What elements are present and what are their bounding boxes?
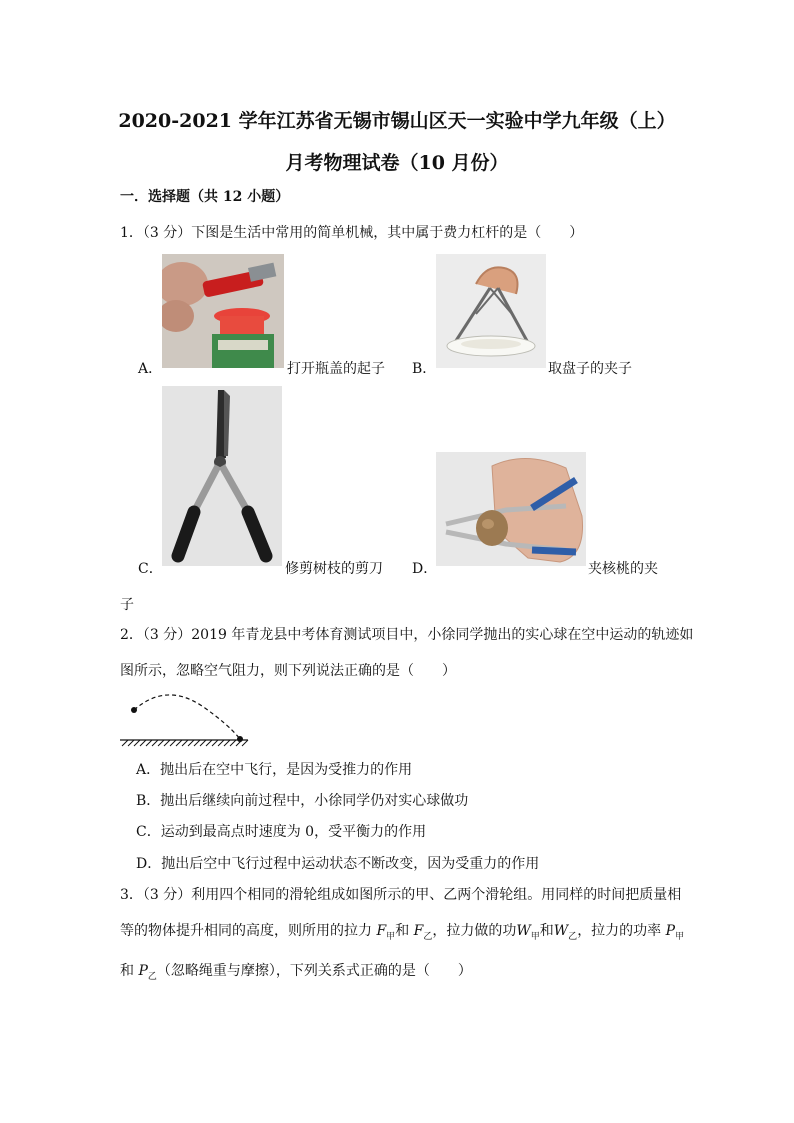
q1-stem: 1．（3 分）下图是生活中常用的简单机械，其中属于费力杠杆的是（ ） [120,225,584,241]
pruning-shears-image [162,386,282,566]
plate-clamp-image [436,254,546,368]
q3-and-1: 和 [395,923,414,939]
trajectory-figure [118,690,250,748]
page-title-line2: 月考物理试卷（10 月份） [285,152,509,174]
q1-option-c-text: 修剪树枝的剪刀 [285,561,383,577]
q3-sub-yi: 乙 [423,931,433,942]
q3-f-symbol-2: F [413,923,424,939]
q1-option-c-letter: C． [138,561,163,577]
q3-w-symbol: W [516,923,531,939]
page-title-line1: 2020-2021 学年江苏省无锡市锡山区天一实验中学九年级（上） [118,110,676,132]
q3-text-d: 和 [120,963,139,979]
q1-option-d-text-wrap: 子 [120,597,134,613]
q1-option-b-text: 取盘子的夹子 [548,361,632,377]
q3-sub-jia-2: 甲 [530,931,540,942]
q3-stem-line3 [120,960,472,982]
q3-p-symbol: P [665,923,676,939]
q2-option-c: C．运动到最高点时速度为 0，受平衡力的作用 [136,824,427,840]
q3-stem-line1: 3．（3 分）利用四个相同的滑轮组成如图所示的甲、乙两个滑轮组。用同样的时间把质量相 [120,887,682,903]
q3-w-symbol-2: W [553,923,569,939]
q2-stem-line1: 2．（3 分）2019 年青龙县中考体育测试项目中，小徐同学抛出的实心球在空中运动的轨迹如 [120,627,694,643]
q3-sub-jia: 甲 [386,931,396,942]
q3-text-c: ，拉力的功率 [577,923,666,939]
q1-option-a-letter: A． [138,361,163,377]
q2-option-a: A．抛出后在空中飞行，是因为受推力的作用 [136,762,413,778]
q1-option-d-text: 夹核桃的夹 [588,561,658,577]
q3-text-e: （忽略绳重与摩擦），下列关系式正确的是（ ） [156,963,472,979]
q3-text-b: ，拉力做的功 [432,923,517,939]
q3-stem-line2 [120,920,684,942]
nutcracker-image [436,452,586,566]
section-heading: 一．选择题（共 12 小题） [120,189,290,205]
q1-option-a-text: 打开瓶盖的起子 [287,361,385,377]
q1-option-b-letter: B． [412,361,437,377]
q2-option-d: D．抛出后空中飞行过程中运动状态不断改变，因为受重力的作用 [136,856,540,872]
q3-f-symbol: F [376,923,387,939]
q3-p-symbol-2: P [138,963,148,979]
q3-sub-jia-3: 甲 [675,931,685,942]
q3-text-a: 等的物体提升相同的高度，则所用的拉力 [120,923,377,939]
q2-option-b: B．抛出后继续向前过程中，小徐同学仍对实心球做功 [136,793,469,809]
q2-stem-line2: 图所示，忽略空气阻力，则下列说法正确的是（ ） [120,663,456,679]
q3-sub-yi-3: 乙 [147,971,157,982]
bottle-opener-image [162,254,284,368]
q3-sub-yi-2: 乙 [568,931,578,942]
q1-option-d-letter: D． [412,561,438,577]
q3-and-2: 和 [539,923,554,939]
